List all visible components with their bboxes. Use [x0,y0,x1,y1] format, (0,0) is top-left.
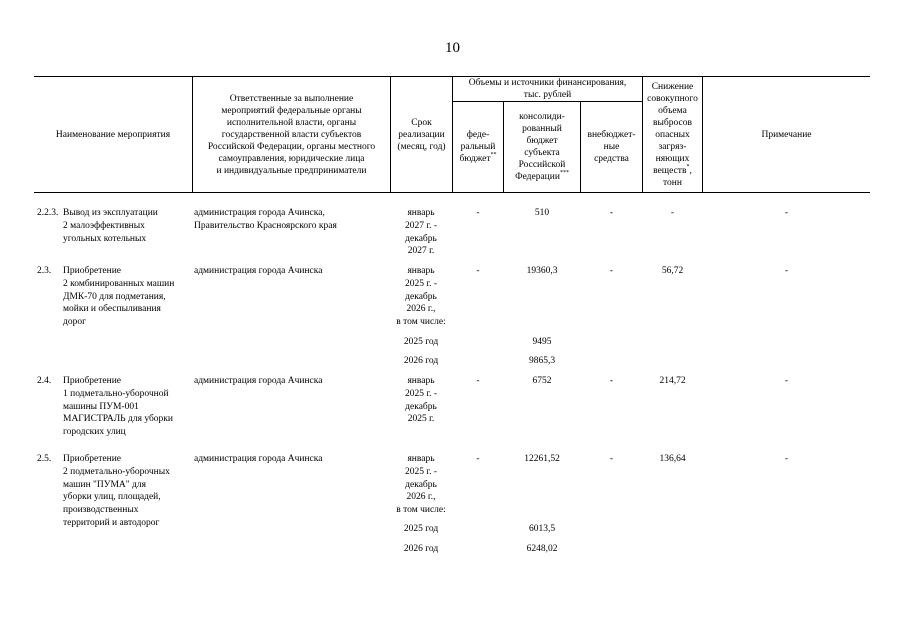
header-extrabudget: внебюджет- ные средства [587,130,636,164]
row-term: январь 2027 г. - декабрь 2027 г. [404,208,438,257]
row-reduction: - [670,208,675,218]
header-name: Наименование мероприятия [55,129,171,140]
row-extrabudget: - [609,208,614,218]
row-reduction: 214,72 [659,376,686,386]
row-reduction: 56,72 [661,266,684,276]
header-regional-label: консолиди- рованный бюджет субъекта Российской Федерации [515,112,566,182]
header-regional [504,102,580,192]
row-federal: - [476,376,480,386]
row-note: - [784,208,789,218]
header-federal [453,102,503,192]
row-name: Вывод из эксплуатации 2 малоэффективных угольных котельных [63,208,158,244]
row-note: - [784,454,789,464]
row-number: 2.2.3. [37,208,59,218]
year-label: 2026 год [403,356,439,366]
year-regional: 9495 [532,337,552,347]
row-responsible: администрация города Ачинска [194,266,323,276]
row-extrabudget: - [609,266,614,276]
row-regional: 12261,52 [524,454,560,464]
row-responsible: администрация города Ачинска, Правительство Красноярского края [194,208,337,231]
row-term: январь 2025 г. - декабрь 2025 г. [404,376,438,425]
row-extrabudget: - [609,376,614,386]
row-regional: 510 [534,208,550,218]
year-label: 2025 год [403,524,439,534]
row-federal: - [476,454,480,464]
header-reduction [643,77,702,192]
row-responsible: администрация города Ачинска [194,376,323,386]
row-note: - [784,266,789,276]
header-federal-footnote-mark: ** [490,152,497,158]
year-label: 2026 год [403,544,439,554]
row-note: - [784,376,789,386]
header-reduction-label: Снижение совокупного объема выбросов опасных загряз- няющих веществ [647,81,698,176]
row-federal: - [476,208,480,218]
header-responsible: Ответственные за выполнение мероприятий федеральные органы исполнительной власти, органы государственной власти субъектов Российской Федерации, органы местного самоуправления, юридические лица и индивидуальные предприниматели [207,93,376,176]
row-name: Приобретение 1 подметально-уборочной машины ПУМ-001 МАГИСТРАЛЬ для уборки городских улиц [63,376,173,438]
header-note: Примечание [761,129,812,140]
row-number: 2.5. [37,454,52,464]
year-label: 2025 год [403,337,439,347]
row-name: Приобретение 2 подметально-уборочных машин "ПУМА" для уборки улиц, площадей, производственных территорий и автодорог [63,454,170,528]
page-number: 10 [445,40,460,56]
header-federal-label: феде- ральный бюджет [459,130,496,164]
row-number: 2.3. [37,266,52,276]
row-number: 2.4. [37,376,52,386]
row-name: Приобретение 2 комбинированных машин ДМК-70 для подметания, мойки и обеспыливания дорог [63,266,175,328]
row-responsible: администрация города Ачинска [194,454,323,464]
year-regional: 6013,5 [528,524,556,534]
row-term: январь 2025 г. - декабрь 2026 г., в том числе: [396,266,446,328]
year-regional: 6248,02 [526,544,558,554]
row-regional: 6752 [532,376,552,386]
row-reduction: 136,64 [659,454,686,464]
year-regional: 9865,3 [528,356,556,366]
header-financing: Объемы и источники финансирования, тыс. рублей [468,78,627,100]
row-term: январь 2025 г. - декабрь 2026 г., в том числе: [396,454,446,516]
row-extrabudget: - [609,454,614,464]
row-regional: 19360,3 [526,266,558,276]
header-reduction-unit: , тонн [663,165,692,188]
row-federal: - [476,266,480,276]
header-regional-footnote-mark: *** [559,170,569,176]
header-term: Срок реализации (месяц, год) [397,117,446,152]
header-reduction-footnote-mark: * [686,163,690,170]
